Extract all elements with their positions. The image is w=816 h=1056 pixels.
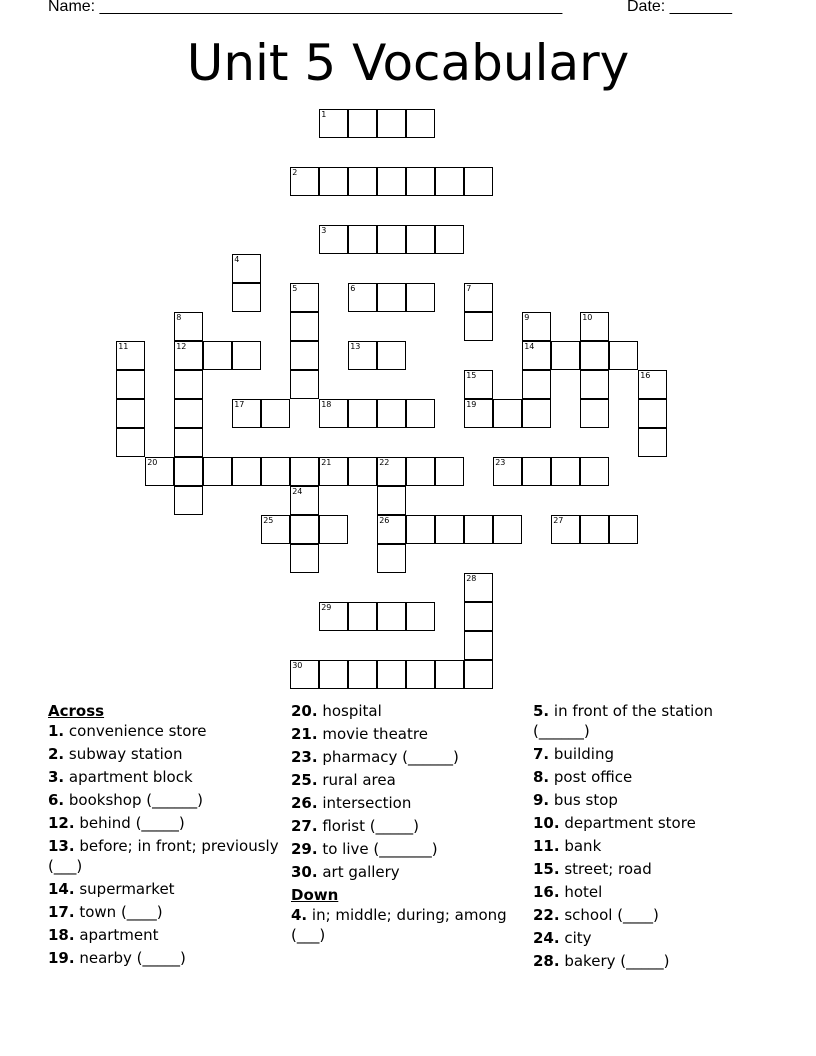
clue-item-number: 3.: [48, 768, 65, 786]
crossword-cell[interactable]: [174, 370, 203, 399]
clue-item-text: town (____): [74, 903, 163, 921]
clue-item-number: 16.: [533, 883, 560, 901]
clue-item-text: school (____): [559, 906, 659, 924]
crossword-cell[interactable]: [348, 457, 377, 486]
crossword-cell[interactable]: [290, 283, 319, 312]
clue-number: 7: [466, 284, 472, 294]
clue-item-text: supermarket: [74, 880, 175, 898]
clue-number: 17: [234, 400, 245, 410]
clue-item: [533, 859, 773, 879]
clue-item: [533, 882, 773, 902]
crossword-cell[interactable]: [348, 341, 377, 370]
crossword-cell[interactable]: [464, 602, 493, 631]
crossword-cell[interactable]: [406, 399, 435, 428]
clue-item-text: subway station: [64, 745, 183, 763]
clue-item: [48, 925, 283, 945]
crossword-cell[interactable]: [638, 399, 667, 428]
clue-item-number: 30.: [291, 863, 318, 881]
clue-number: 16: [640, 371, 651, 381]
crossword-cell[interactable]: [319, 225, 348, 254]
crossword-cell[interactable]: [522, 341, 551, 370]
clue-item: [533, 905, 773, 925]
crossword-cell[interactable]: [377, 660, 406, 689]
crossword-cell[interactable]: [580, 312, 609, 341]
crossword-cell[interactable]: [406, 225, 435, 254]
clue-item-number: 5.: [533, 702, 550, 720]
crossword-cell[interactable]: [203, 341, 232, 370]
clue-item-number: 19.: [48, 949, 75, 967]
crossword-cell[interactable]: [406, 109, 435, 138]
crossword-cell[interactable]: [261, 457, 290, 486]
crossword-cell[interactable]: [580, 515, 609, 544]
crossword-cell[interactable]: [174, 428, 203, 457]
clue-number: 22: [379, 458, 390, 468]
crossword-cell[interactable]: [435, 515, 464, 544]
clue-item-text: art gallery: [317, 863, 400, 881]
crossword-cell[interactable]: [638, 428, 667, 457]
clue-item-number: 10.: [533, 814, 560, 832]
crossword-cell[interactable]: [319, 515, 348, 544]
clue-number: 28: [466, 574, 477, 584]
clue-item-number: 2.: [48, 745, 65, 763]
clue-number: 20: [147, 458, 158, 468]
crossword-cell[interactable]: [116, 370, 145, 399]
clue-item-text: before; in front; previously (___): [48, 837, 279, 875]
crossword-cell[interactable]: [406, 660, 435, 689]
crossword-cell[interactable]: [377, 341, 406, 370]
crossword-cell[interactable]: [319, 399, 348, 428]
crossword-cell[interactable]: [319, 167, 348, 196]
clue-item-number: 29.: [291, 840, 318, 858]
clue-item-number: 1.: [48, 722, 65, 740]
clue-item-text: rural area: [317, 771, 396, 789]
clue-item-number: 8.: [533, 768, 550, 786]
clues-column-3: [533, 701, 773, 974]
crossword-cell[interactable]: [116, 428, 145, 457]
clue-number: 18: [321, 400, 332, 410]
clue-item-text: bus stop: [549, 791, 618, 809]
crossword-cell[interactable]: [377, 486, 406, 515]
clue-item: [533, 813, 773, 833]
clue-number: 26: [379, 516, 390, 526]
crossword-cell[interactable]: [435, 457, 464, 486]
clue-item: [291, 770, 526, 790]
crossword-cell[interactable]: [290, 370, 319, 399]
clue-item-number: 15.: [533, 860, 560, 878]
clue-item-number: 12.: [48, 814, 75, 832]
crossword-cell[interactable]: [348, 167, 377, 196]
crossword-cell[interactable]: [406, 167, 435, 196]
clue-number: 4: [234, 255, 240, 265]
crossword-cell[interactable]: [377, 109, 406, 138]
clue-number: 12: [176, 342, 187, 352]
clue-item-text: building: [549, 745, 614, 763]
clue-item-text: bookshop (______): [64, 791, 203, 809]
clue-number: 6: [350, 284, 356, 294]
clue-item-text: department store: [559, 814, 696, 832]
crossword-cell[interactable]: [377, 544, 406, 573]
clue-item-text: bank: [559, 837, 602, 855]
clue-number: 1: [321, 110, 327, 120]
crossword-cell[interactable]: [464, 167, 493, 196]
crossword-cell[interactable]: [435, 660, 464, 689]
clue-item: [291, 862, 526, 882]
clue-item-text: hospital: [317, 702, 382, 720]
clue-item-text: nearby (_____): [74, 949, 186, 967]
date-field[interactable]: Date: _______: [627, 0, 732, 15]
crossword-cell[interactable]: [174, 312, 203, 341]
clue-number: 21: [321, 458, 332, 468]
crossword-cell[interactable]: [435, 167, 464, 196]
crossword-cell[interactable]: [319, 660, 348, 689]
name-field[interactable]: Name: ____________________________________________________: [48, 0, 563, 15]
clue-item-text: intersection: [317, 794, 412, 812]
crossword-cell[interactable]: [493, 457, 522, 486]
clue-item-number: 6.: [48, 791, 65, 809]
clue-item-text: florist (_____): [317, 817, 419, 835]
clue-item: [48, 902, 283, 922]
clue-item: [291, 816, 526, 836]
clue-number: 5: [292, 284, 298, 294]
crossword-cell[interactable]: [290, 457, 319, 486]
crossword-cell[interactable]: [406, 457, 435, 486]
clue-item: [533, 836, 773, 856]
crossword-cell[interactable]: [377, 602, 406, 631]
crossword-cell[interactable]: [232, 254, 261, 283]
clue-item: [48, 767, 283, 787]
clue-item-number: 11.: [533, 837, 560, 855]
crossword-cell[interactable]: [609, 515, 638, 544]
clue-item-text: convenience store: [64, 722, 207, 740]
clue-item-text: city: [559, 929, 592, 947]
clue-item: [291, 793, 526, 813]
clue-item-number: 23.: [291, 748, 318, 766]
crossword-cell[interactable]: [522, 399, 551, 428]
crossword-cell[interactable]: [290, 167, 319, 196]
crossword-cell[interactable]: [290, 544, 319, 573]
clue-item-text: hotel: [559, 883, 603, 901]
clues-column-1: [48, 701, 283, 971]
clue-item-text: apartment block: [64, 768, 193, 786]
crossword-cell[interactable]: [377, 167, 406, 196]
crossword-cell[interactable]: [348, 660, 377, 689]
crossword-cell[interactable]: [551, 515, 580, 544]
clue-item-text: behind (_____): [74, 814, 185, 832]
crossword-cell[interactable]: [522, 312, 551, 341]
clue-item-number: 7.: [533, 745, 550, 763]
clue-number: 25: [263, 516, 274, 526]
clue-item-number: 18.: [48, 926, 75, 944]
clue-item: [48, 744, 283, 764]
clue-item-number: 24.: [533, 929, 560, 947]
crossword-cell[interactable]: [232, 341, 261, 370]
crossword-cell[interactable]: [638, 370, 667, 399]
clue-number: 30: [292, 661, 303, 671]
crossword-cell[interactable]: [319, 457, 348, 486]
clue-item-number: 14.: [48, 880, 75, 898]
crossword-cell[interactable]: [464, 515, 493, 544]
crossword-cell[interactable]: [551, 341, 580, 370]
clue-item-text: to live (_______): [317, 840, 438, 858]
clue-item-number: 17.: [48, 903, 75, 921]
clue-item: [533, 701, 773, 741]
crossword-cell[interactable]: [319, 602, 348, 631]
crossword-cell[interactable]: [464, 573, 493, 602]
crossword-cell[interactable]: [348, 283, 377, 312]
clue-item-number: 13.: [48, 837, 75, 855]
clue-item-text: street; road: [559, 860, 652, 878]
clue-item-number: 26.: [291, 794, 318, 812]
crossword-cell[interactable]: [319, 109, 348, 138]
clue-item-text: in front of the station (______): [533, 702, 714, 740]
clue-item: [291, 839, 526, 859]
crossword-cell[interactable]: [290, 515, 319, 544]
crossword-cell[interactable]: [261, 399, 290, 428]
clue-item-number: 21.: [291, 725, 318, 743]
clue-item: [533, 951, 773, 971]
crossword-cell[interactable]: [493, 399, 522, 428]
clue-item: [48, 948, 283, 968]
clue-item: [48, 879, 283, 899]
page-title: Unit 5 Vocabulary: [186, 34, 630, 92]
clue-item-number: 25.: [291, 771, 318, 789]
clue-number: 29: [321, 603, 332, 613]
crossword-cell[interactable]: [580, 341, 609, 370]
crossword-cell[interactable]: [522, 370, 551, 399]
clue-item-text: movie theatre: [317, 725, 428, 743]
down-heading: Down: [291, 886, 339, 904]
crossword-cell[interactable]: [493, 515, 522, 544]
clue-number: 27: [553, 516, 564, 526]
crossword-cell[interactable]: [377, 457, 406, 486]
crossword-cell[interactable]: [232, 283, 261, 312]
clue-item: [48, 790, 283, 810]
crossword-cell[interactable]: [348, 225, 377, 254]
clue-item-text: in; middle; during; among (___): [291, 906, 507, 944]
clue-item-number: 28.: [533, 952, 560, 970]
crossword-cell[interactable]: [377, 225, 406, 254]
crossword-cell[interactable]: [406, 283, 435, 312]
across-heading: Across: [48, 702, 105, 720]
clue-item-text: bakery (_____): [559, 952, 670, 970]
crossword-cell[interactable]: [580, 370, 609, 399]
crossword-cell[interactable]: [290, 660, 319, 689]
crossword-cell[interactable]: [464, 660, 493, 689]
crossword-cell[interactable]: [522, 457, 551, 486]
clue-item: [48, 836, 283, 876]
clue-number: 19: [466, 400, 477, 410]
clue-number: 15: [466, 371, 477, 381]
crossword-cell[interactable]: [580, 399, 609, 428]
clue-item-number: 22.: [533, 906, 560, 924]
crossword-cell[interactable]: [261, 515, 290, 544]
crossword-cell[interactable]: [406, 515, 435, 544]
crossword-cell[interactable]: [464, 312, 493, 341]
clue-item-text: apartment: [74, 926, 159, 944]
clue-item: [291, 724, 526, 744]
clue-item-number: 4.: [291, 906, 308, 924]
crossword-cell[interactable]: [116, 399, 145, 428]
crossword-cell[interactable]: [348, 602, 377, 631]
crossword-cell[interactable]: [174, 457, 203, 486]
clue-item-number: 20.: [291, 702, 318, 720]
clue-number: 13: [350, 342, 361, 352]
clue-number: 8: [176, 313, 182, 323]
crossword-cell[interactable]: [580, 457, 609, 486]
clue-item-text: post office: [549, 768, 633, 786]
clues-column-2: [291, 701, 526, 948]
clue-item: [533, 790, 773, 810]
crossword-cell[interactable]: [290, 486, 319, 515]
crossword-cell[interactable]: [377, 515, 406, 544]
crossword-cell[interactable]: [232, 399, 261, 428]
crossword-cell[interactable]: [232, 457, 261, 486]
clue-number: 10: [582, 313, 593, 323]
clue-item-text: pharmacy (______): [317, 748, 459, 766]
crossword-cell[interactable]: [203, 457, 232, 486]
crossword-cell[interactable]: [174, 486, 203, 515]
crossword-cell[interactable]: [116, 341, 145, 370]
clue-item: [48, 813, 283, 833]
crossword-cell[interactable]: [290, 341, 319, 370]
crossword-cell[interactable]: [348, 399, 377, 428]
clue-item-number: 27.: [291, 817, 318, 835]
crossword-cell[interactable]: [377, 399, 406, 428]
clue-item: [533, 744, 773, 764]
clue-number: 14: [524, 342, 535, 352]
clue-number: 2: [292, 168, 298, 178]
crossword-cell[interactable]: [290, 312, 319, 341]
clue-item: [533, 928, 773, 948]
crossword-cell[interactable]: [464, 399, 493, 428]
crossword-cell[interactable]: [174, 341, 203, 370]
crossword-cell[interactable]: [551, 457, 580, 486]
clue-item: [291, 701, 526, 721]
clue-number: 3: [321, 226, 327, 236]
clue-item: [291, 747, 526, 767]
clue-number: 24: [292, 487, 303, 497]
crossword-cell[interactable]: [464, 631, 493, 660]
crossword-cell[interactable]: [348, 109, 377, 138]
crossword-cell[interactable]: [609, 341, 638, 370]
clue-item: [291, 905, 526, 945]
crossword-cell[interactable]: [435, 225, 464, 254]
crossword-cell[interactable]: [174, 399, 203, 428]
clue-item-number: 9.: [533, 791, 550, 809]
crossword-cell[interactable]: [406, 602, 435, 631]
crossword-cell[interactable]: [464, 370, 493, 399]
crossword-cell[interactable]: [464, 283, 493, 312]
clue-item: [48, 721, 283, 741]
clue-item: [533, 767, 773, 787]
crossword-cell[interactable]: [377, 283, 406, 312]
clue-number: 11: [118, 342, 129, 352]
clue-number: 23: [495, 458, 506, 468]
clue-number: 9: [524, 313, 530, 323]
crossword-cell[interactable]: [145, 457, 174, 486]
